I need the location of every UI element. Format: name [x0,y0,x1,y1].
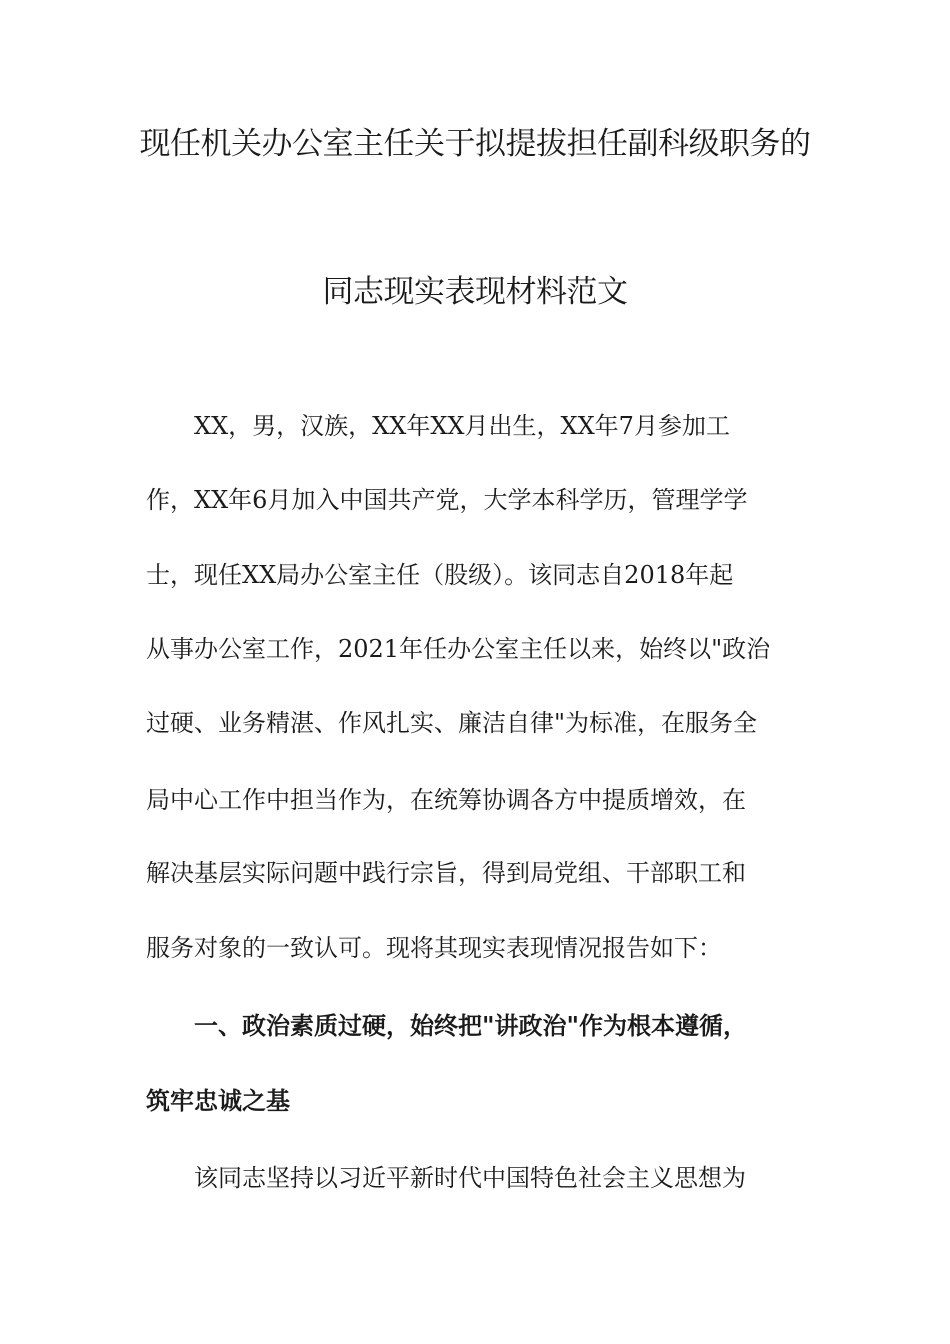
intro-paragraph-line: 从事办公室工作，2021年任办公室主任以来，始终以"政治 [146,635,771,663]
intro-paragraph-line: 局中心工作中担当作为，在统筹协调各方中提质增效，在 [146,786,746,814]
intro-paragraph-line: 士，现任XX局办公室主任（股级）。该同志自2018年起 [146,561,734,589]
intro-paragraph-line: 解决基层实际问题中践行宗旨，得到局党组、干部职工和 [146,859,746,887]
document-title-line-2: 同志现实表现材料范文 [322,274,628,310]
section-1-heading-line-1: 一、政治素质过硬，始终把"讲政治"作为根本遵循， [194,1011,748,1040]
intro-paragraph-line: 服务对象的一致认可。现将其现实表现情况报告如下： [146,934,722,962]
intro-paragraph-line: 作，XX年6月加入中国共产党，大学本科学历，管理学学 [146,486,748,514]
section-1-body-line: 该同志坚持以习近平新时代中国特色社会主义思想为 [194,1164,746,1192]
intro-paragraph-line: 过硬、业务精湛、作风扎实、廉洁自律"为标准，在服务全 [146,709,758,737]
intro-paragraph-line: XX，男，汉族，XX年XX月出生，XX年7月参加工 [194,412,730,440]
document-title-line-1: 现任机关办公室主任关于拟提拔担任副科级职务的 [139,126,811,162]
section-1-heading-line-2: 筑牢忠诚之基 [146,1086,290,1115]
